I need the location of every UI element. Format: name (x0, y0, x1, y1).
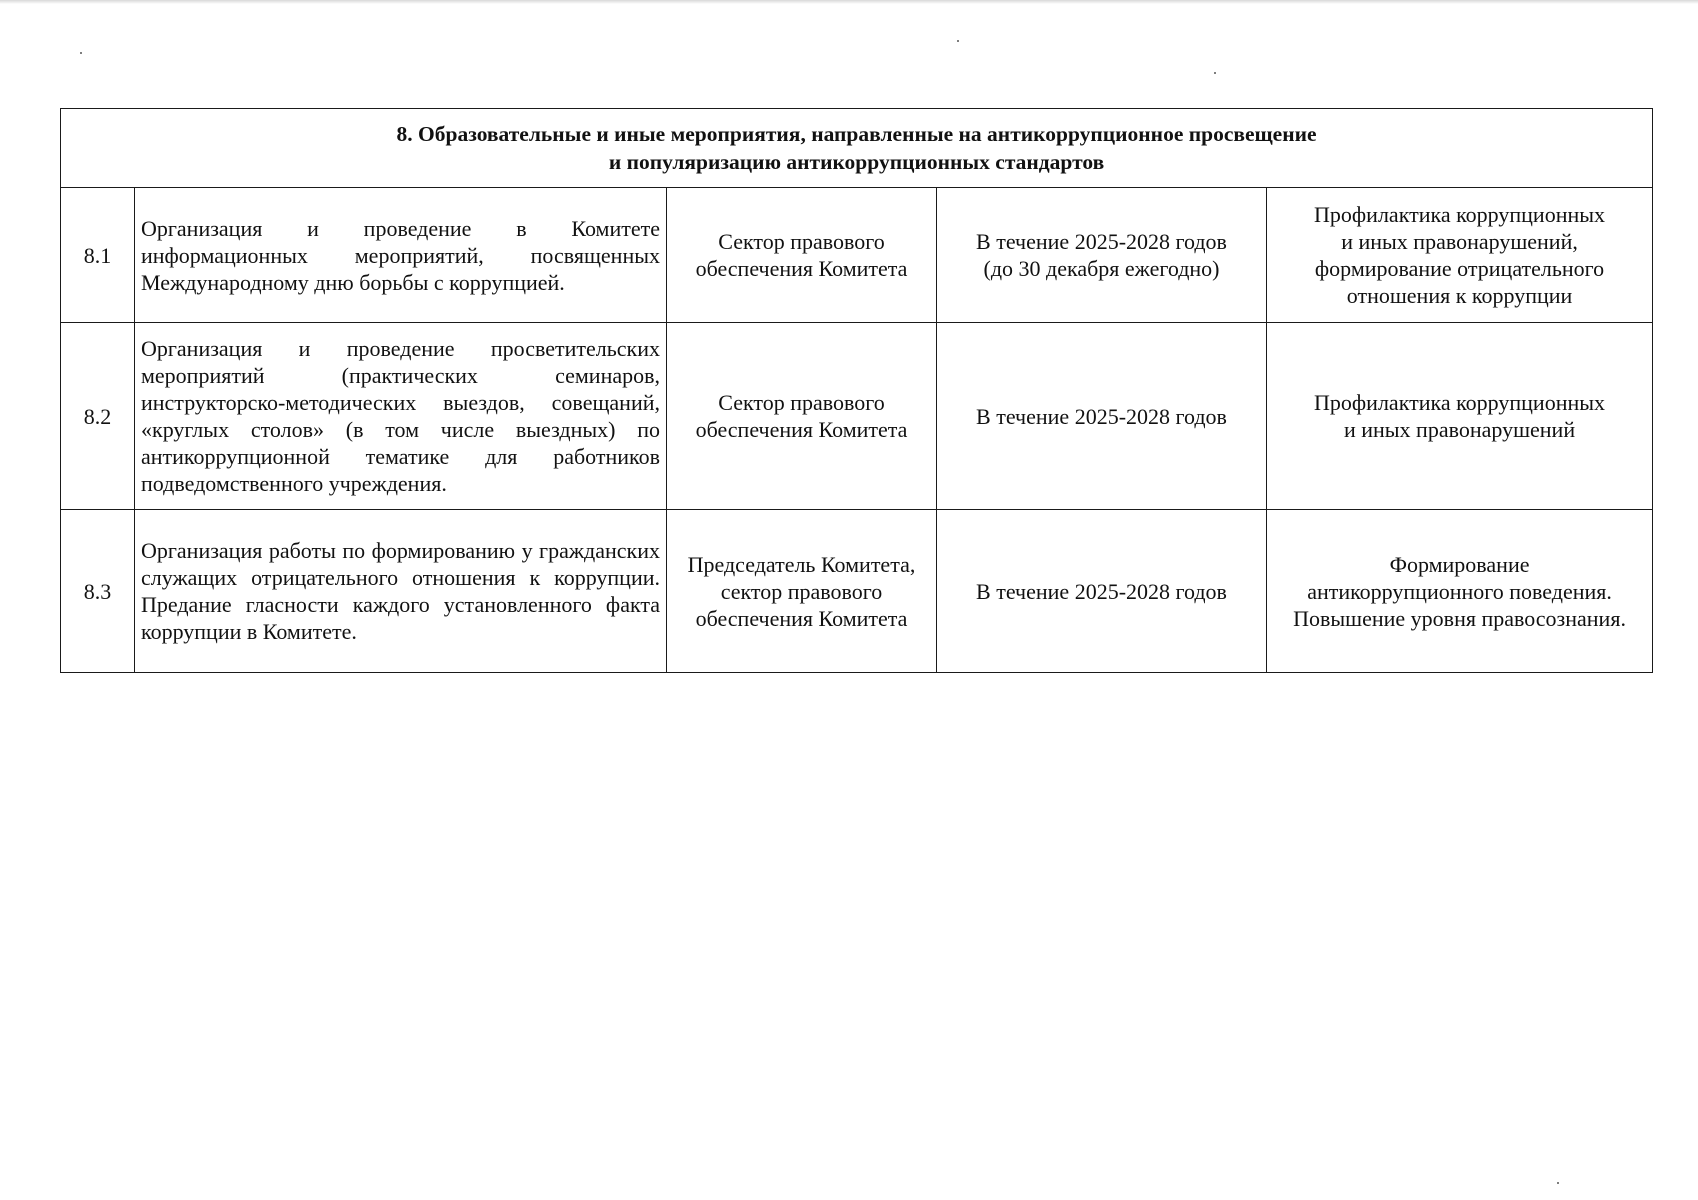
deadline (937, 510, 1267, 673)
result-line: Профилактика коррупционных (1314, 390, 1606, 415)
measure-description: Организация и проведение просветительских мероприятий (практических семинаров, инструкторско-методических выездов, совещаний, «круглых столов» (в том числе выездных) по антикоррупционной тематике для работников подведомственного учреждения. (135, 323, 667, 510)
responsible-line: обеспечения Комитета (695, 256, 908, 281)
section-title (61, 109, 1653, 188)
responsible-executor (667, 510, 937, 673)
responsible-line: Председатель Комитета, (687, 551, 916, 577)
expected-result (1267, 323, 1653, 510)
result-line: антикоррупционного поведения. (1307, 578, 1612, 604)
deadline (937, 188, 1267, 323)
table-row (61, 188, 1653, 323)
result-line: Повышение уровня правосознания. (1293, 605, 1626, 631)
deadline-line: В течение 2025-2028 годов (976, 229, 1227, 254)
deadline (937, 323, 1267, 510)
section-title-line-1: 8. Образовательные и иные мероприятия, направленные на антикоррупционное просвещение (396, 122, 1317, 146)
responsible-executor (667, 323, 937, 510)
scan-speck (1214, 72, 1216, 74)
scan-speck (957, 40, 959, 42)
responsible-line: сектор правового (720, 578, 883, 604)
result-line: и иных правонарушений, (1341, 229, 1578, 254)
expected-result (1267, 188, 1653, 323)
responsible-executor (667, 188, 937, 323)
measure-description: Организация и проведение в Комитете информационных мероприятий, посвященных Международному дню борьбы с коррупцией. (135, 188, 667, 323)
table-row (61, 323, 1653, 510)
responsible-line: Сектор правового (718, 229, 885, 254)
row-number: 8.2 (61, 323, 135, 510)
expected-result (1267, 510, 1653, 673)
deadline-line: В течение 2025-2028 годов (976, 403, 1227, 429)
anticorruption-plan-table (60, 108, 1653, 673)
deadline-line: В течение 2025-2028 годов (976, 578, 1227, 604)
section-title-line-2: и популяризацию антикоррупционных стандартов (608, 150, 1105, 174)
result-line: отношения к коррупции (1346, 283, 1573, 308)
row-number: 8.3 (61, 510, 135, 673)
scan-speck (80, 52, 82, 54)
row-number: 8.1 (61, 188, 135, 323)
scan-speck (1557, 1182, 1559, 1184)
result-line: и иных правонарушений (1343, 417, 1576, 442)
result-line: Профилактика коррупционных (1314, 202, 1606, 227)
result-line: формирование отрицательного (1314, 256, 1605, 281)
responsible-line: Сектор правового (718, 390, 885, 415)
table-row (61, 510, 1653, 673)
deadline-line: (до 30 декабря ежегодно) (983, 256, 1220, 281)
responsible-line: обеспечения Комитета (695, 605, 908, 631)
section-header-row (61, 109, 1653, 188)
measure-description: Организация работы по формированию у гражданских служащих отрицательного отношения к коррупции. Предание гласности каждого установленного факта коррупции в Комитете. (135, 510, 667, 673)
result-line: Формирование (1389, 551, 1530, 577)
responsible-line: обеспечения Комитета (695, 417, 908, 442)
scan-top-edge (0, 0, 1698, 4)
